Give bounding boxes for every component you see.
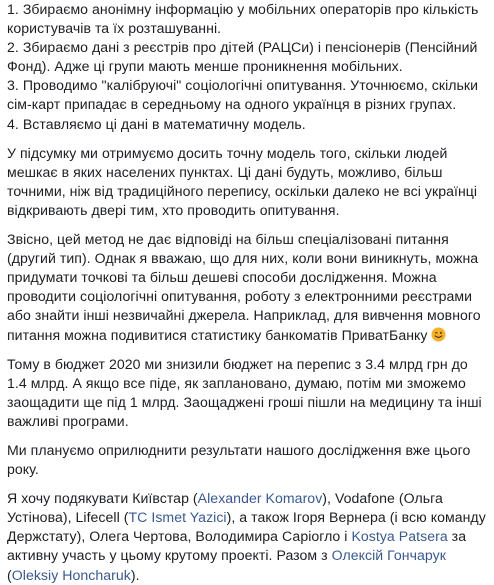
mention-oleksiy-honcharuk[interactable]: Олексій Гончарук [331, 547, 446, 564]
paragraph-thanks: Я хочу подякувати Київстар (Alexander Komarov), Vodafone (Ольга Устінова), Lifecell (TC Ismet Yazici), а також Ігоря Вернера (і всю команду Держстату), Олега Чертова, Володимира Саріоглo і Kostya Patsera за активну участь у цьому крутому проекті. Разом з Олексій Гончарук (Oleksiy Honcharuk). [7, 490, 486, 583]
paragraph-method: Звісно, цей метод не дає відповіді на більш спеціалізовані питання (другий тип). Однак я вважаю, що для них, коли вони виникнуть, можна придумати точкові та більш дешеві способи дослідження. Можна проводити соціологічні опитування, роботу з електронними реєстрами або знайти інші незвичайні джерела. Наприклад, для вивчення мовного питання можна подивитися статистику банкоматів ПриватБанку [7, 231, 481, 343]
mention-tc-ismet-yazici[interactable]: TC Ismet Yazici [128, 509, 227, 526]
list-item: 4. Вставляємо ці дані в математичну модель. [7, 115, 306, 132]
paragraph-publish: Ми плануємо оприлюднити результати нашого дослідження вже цього року. [7, 441, 471, 478]
list-item: 1. Збираємо анонімну інформацію у мобільних операторів про кількість [7, 1, 479, 17]
list-item: Фонд). Адже ці групи мають менше проникнення мобільних. [7, 58, 403, 75]
winking-smile-emoji-icon [431, 327, 446, 342]
paragraph-model: У підсумку ми отримуємо досить точну модель того, скільки людей мешкає в яких населених пунктах. Ці дані будуть, можливо, більш точними, ніж від традиційного перепису, оскільки далеко не всі українці відкривають двері тим, хто проводить опитування. [7, 144, 478, 218]
mention-alexander-komarov[interactable]: Alexander Komarov [197, 490, 323, 507]
list-item: користувачів та їх розташуванні. [7, 20, 222, 37]
mention-kostya-patsera[interactable]: Kostya Patsera [351, 528, 448, 545]
list-item: 2. Збираємо дані з реєстрів про дітей (РАЦСи) і пенсіонерів (Пенсійний [7, 39, 478, 56]
mention-oleksiy-honcharuk-latin[interactable]: Oleksiy Honcharuk [11, 566, 131, 583]
list-item: 3. Проводимо "калібруючі" соціологічні опитування. Уточнюємо, скільки [7, 77, 479, 94]
paragraph-budget: Тому в бюджет 2020 ми знизили бюджет на перепис з 3.4 млрд грн до 1.4 млрд. А якщо все піде, як заплановано, думаю, потім ми зможемо заощадити ще під 1 млрд. Заощаджені гроші пішли на медицину та інші важливі програми. [7, 355, 482, 429]
steps-list [7, 0, 484, 134]
list-item: сім-карт припадає в середньому на одного українця в різних групах. [7, 96, 457, 113]
